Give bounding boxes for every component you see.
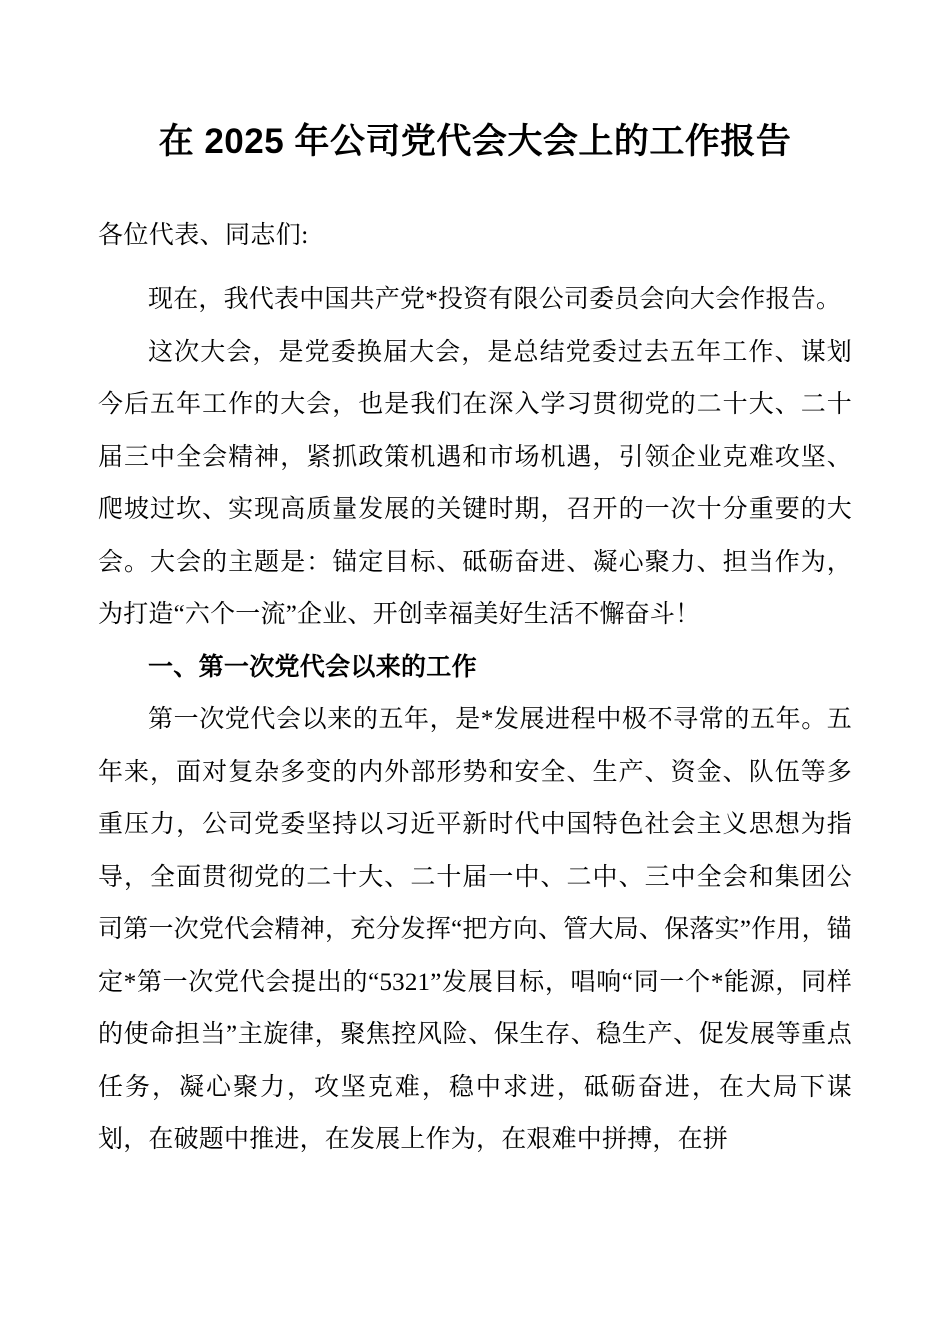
- section-heading-one: 一、第一次党代会以来的工作: [148, 653, 477, 681]
- salutation: 各位代表、同志们:: [98, 222, 309, 250]
- paragraph-five-year-review: 第一次党代会以来的五年，是*发展进程中极不寻常的五年。五年来，面对复杂多变的内外部形势和安全、生产、资金、队伍等多重压力，公司党委坚持以习近平新时代中国特色社会主义思想为指导，全面贯彻党的二十大、二十届一中、二中、三中全会和集团公司第一次党代会精神，充分发挥“把方向、管大局、保落实”作用，锚定*第一次党代会提出的“5321”发展目标，唱响“同一个*能源，同样的使命担当”主旋律，聚焦控风险、保生存、稳生产、促发展等重点任务，凝心聚力，攻坚克难，稳中求进，砥砺奋进，在大局下谋划，在破题中推进，在发展上作为，在艰难中拼搏，在拼: [98, 706, 852, 1154]
- paragraph-opening: 现在，我代表中国共产党*投资有限公司委员会向大会作报告。: [148, 286, 842, 314]
- paragraph-conference-purpose: 这次大会，是党委换届大会，是总结党委过去五年工作、谋划今后五年工作的大会，也是我们在深入学习贯彻党的二十大、二十届三中全会精神，紧抓政策机遇和市场机遇，引领企业克难攻坚、爬坡过坎、实现高质量发展的关键时期，召开的一次十分重要的大会。大会的主题是：锚定目标、砥砺奋进、凝心聚力、担当作为，为打造“六个一流”企业、开创幸福美好生活不懈奋斗！: [98, 338, 852, 629]
- page-title: 在 2025 年公司党代会大会上的工作报告: [158, 122, 792, 161]
- document-body: [98, 0, 852, 1167]
